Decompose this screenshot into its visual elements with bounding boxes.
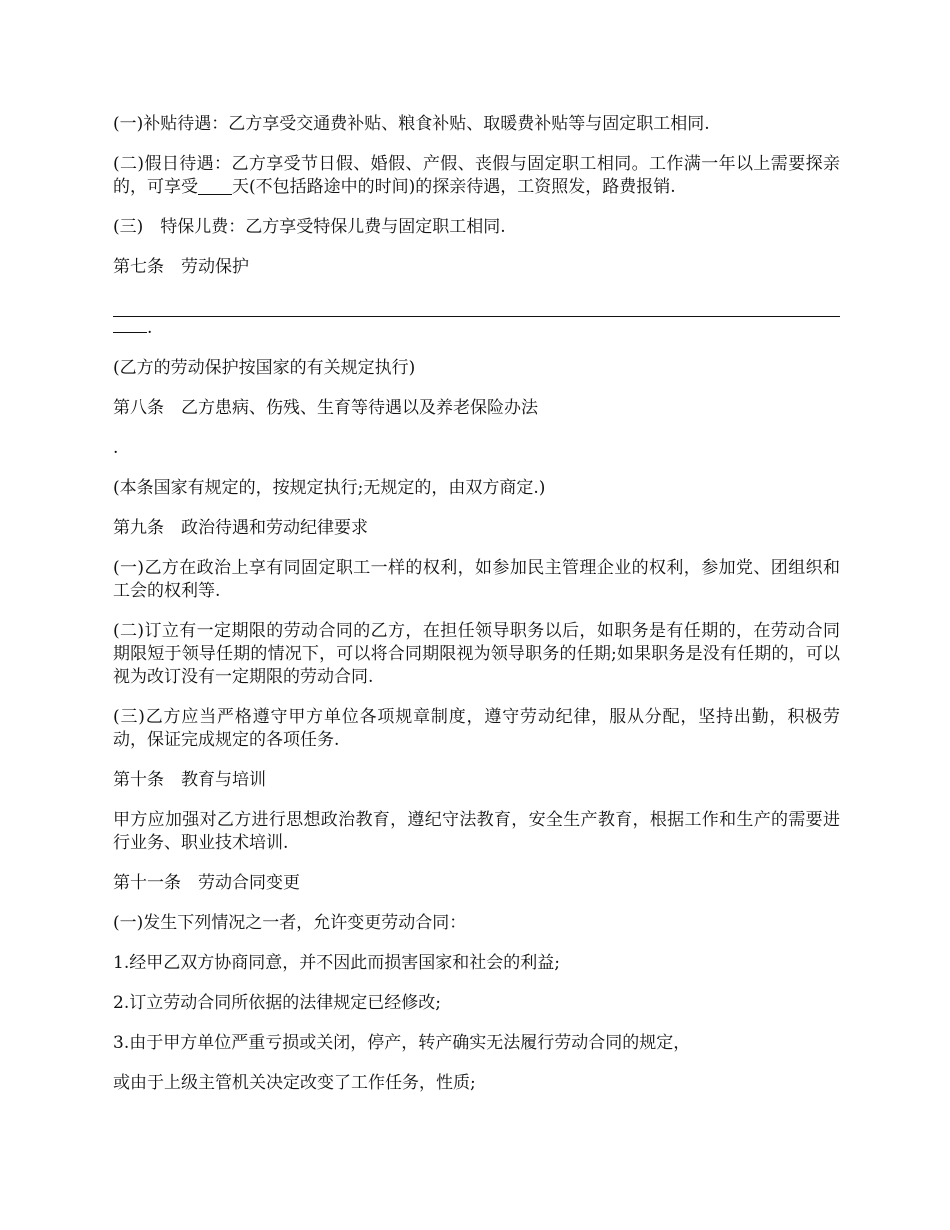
holiday-text-end: 天(不包括路途中的时间)的探亲待遇，工资照发，路费报销. [232, 177, 676, 197]
holiday-text-start: (二)假日待遇：乙方享受节日假、婚假、产假、丧假与固定职工相同。工作满一年以上需要探亲的，可享受 [113, 154, 840, 197]
article-8-blank: . [113, 438, 119, 458]
paragraph-education: 甲方应加强对乙方进行思想政治教育，遵纪守法教育，安全生产教育，根据工作和生产的需要进行业务、职业技术培训. [113, 810, 840, 853]
labor-protection-blank [113, 296, 840, 340]
fill-in-period: . [147, 318, 153, 338]
paragraph-subsidy: (一)补贴待遇：乙方享受交通费补贴、粮食补贴、取暖费补贴等与固定职工相同. [113, 114, 710, 134]
paragraph-holiday [113, 153, 840, 199]
fill-in-line-short [113, 317, 147, 333]
days-blank [198, 177, 232, 195]
list-item-1: 1.经甲乙双方协商同意，并不因此而损害国家和社会的利益; [113, 953, 560, 973]
paragraph-political-rights: (一)乙方在政治上享有同固定职工一样的权利，如参加民主管理企业的权利，参加党、团组织和工会的权利等. [113, 558, 840, 601]
article-11-heading: 第十一条 劳动合同变更 [113, 873, 300, 893]
paragraph-leadership-term: (二)订立有一定期限的劳动合同的乙方，在担任领导职务以后，如职务是有任期的，在劳动合同期限短于领导任期的情况下，可以将合同期限视为领导职务的任期;如果职务是没有任期的，可以视为改订没有一定期限的劳动合同. [113, 621, 840, 687]
paragraph-change-conditions: (一)发生下列情况之一者，允许变更劳动合同： [113, 913, 467, 933]
article-10-heading: 第十条 教育与培训 [113, 770, 266, 790]
paragraph-discipline: (三)乙方应当严格遵守甲方单位各项规章制度，遵守劳动纪律，服从分配，坚持出勤，积极劳动，保证完成规定的各项任务. [113, 707, 840, 750]
paragraph-article-8-note: (本条国家有规定的，按规定执行;无规定的，由双方商定.) [113, 478, 546, 498]
fill-in-line-tail [113, 317, 840, 340]
list-item-2: 2.订立劳动合同所依据的法律规定已经修改; [113, 993, 441, 1013]
document-body [113, 113, 840, 1112]
paragraph-labor-protection-note: (乙方的劳动保护按国家的有关规定执行) [113, 358, 416, 378]
article-9-heading: 第九条 政治待遇和劳动纪律要求 [113, 518, 368, 538]
paragraph-child-care: (三) 特保儿费：乙方享受特保儿费与固定职工相同. [113, 217, 506, 237]
article-8-heading: 第八条 乙方患病、伤残、生育等待遇以及养老保险办法 [113, 398, 538, 418]
list-item-3-continued: 或由于上级主管机关决定改变了工作任务，性质; [113, 1073, 476, 1093]
article-7-heading: 第七条 劳动保护 [113, 257, 249, 277]
list-item-3: 3.由于甲方单位严重亏损或关闭，停产，转产确实无法履行劳动合同的规定， [113, 1033, 691, 1053]
